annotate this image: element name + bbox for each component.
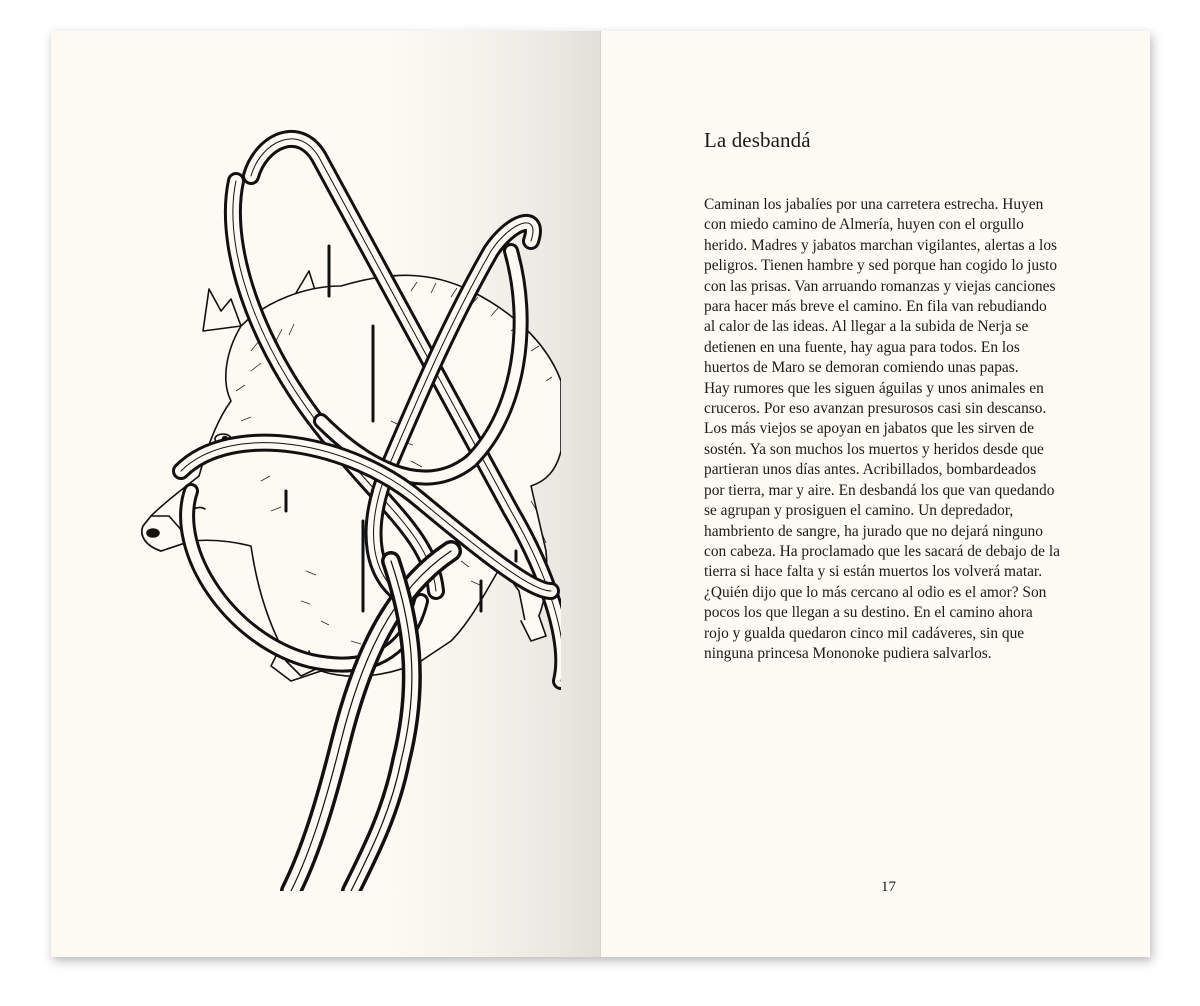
body-line: pocos los que llegan a su destino. En el camino ahora — [704, 604, 1033, 622]
left-page — [51, 31, 600, 957]
body-line: ¿Quién dijo que lo más cercano al odio es el amor? Son — [704, 583, 1047, 601]
body-line: rojo y gualda quedaron cinco mil cadáveres, sin que — [704, 624, 1025, 642]
body-line: detienen en una fuente, hay agua para todos. En los — [704, 338, 1020, 356]
body-line: Hay rumores que les siguen águilas y unos animales en — [704, 379, 1044, 397]
body-line: sostén. Ya son muchos los muertos y heridos desde que — [704, 440, 1044, 458]
body-line: con cabeza. Ha proclamado que les sacará de debajo de la — [704, 542, 1060, 560]
body-line: ninguna princesa Mononoke pudiera salvarlos. — [704, 644, 992, 662]
body-line: herido. Madres y jabatos marchan vigilantes, alertas a los — [704, 236, 1058, 254]
boar-ribbon-illustration — [91, 121, 561, 891]
body-line: Los más viejos se apoyan en jabatos que les sirven de — [704, 420, 1034, 438]
body-line: para hacer más breve el camino. En fila van rebudiando — [704, 298, 1047, 316]
page-number: 17 — [881, 879, 896, 895]
body-line: partieran unos días antes. Acribillados, bombardeados — [704, 461, 1037, 479]
body-line: con las prisas. Van arruando romanzas y viejas canciones — [704, 277, 1056, 295]
body-line: al calor de las ideas. Al llegar a la subida de Nerja se — [704, 318, 1029, 336]
body-line: hambriento de sangre, ha jurado que no dejará ninguno — [704, 522, 1043, 540]
body-line: Caminan los jabalíes por una carretera estrecha. Huyen — [704, 196, 1044, 213]
body-line: con miedo camino de Almería, huyen con el orgullo — [704, 216, 1024, 234]
body-line: peligros. Tienen hambre y sed porque han cogido lo justo — [704, 257, 1058, 275]
chapter-body — [704, 195, 1086, 664]
chapter-title: La desbandá — [704, 128, 811, 152]
body-line: por tierra, mar y aire. En desbandá los que van quedando — [704, 481, 1055, 499]
body-line: se agrupan y prosiguen el camino. Un depredador, — [704, 502, 1014, 520]
book-spread — [51, 31, 1150, 957]
body-line: tierra si hace falta y si están muertos los volverá matar. — [704, 563, 1043, 581]
right-page — [601, 31, 1150, 957]
body-line: huertos de Maro se demoran comiendo unas papas. — [704, 359, 1019, 377]
body-line: cruceros. Por eso avanzan presurosos casi sin descanso. — [704, 400, 1047, 418]
